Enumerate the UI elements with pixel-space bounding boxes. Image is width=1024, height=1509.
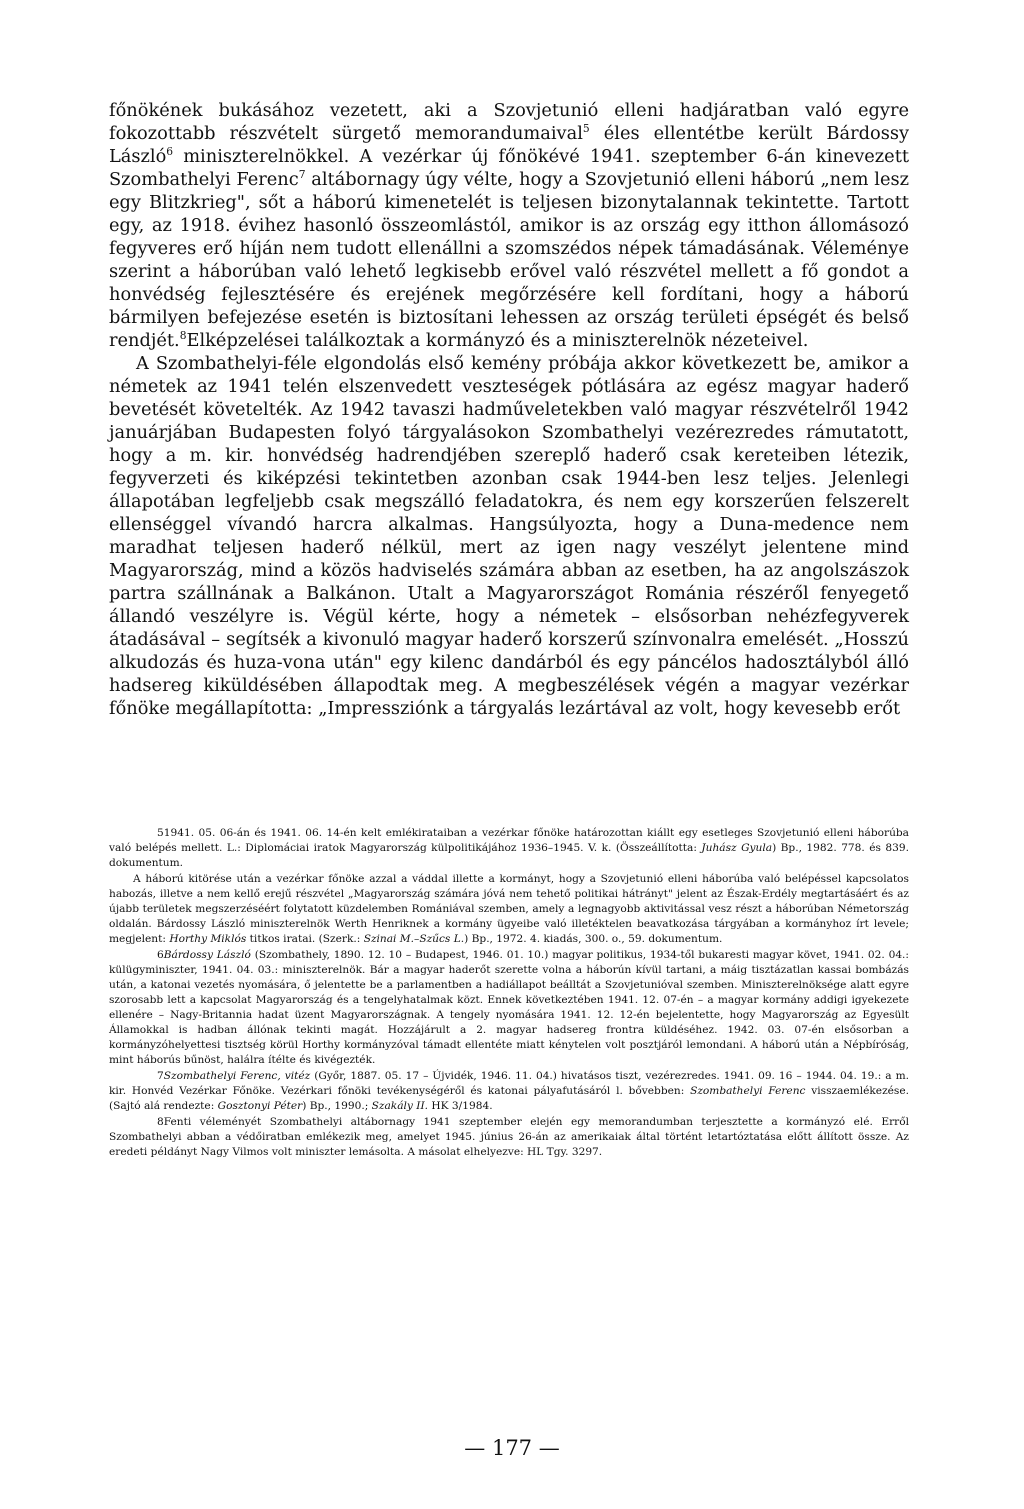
footnote-5: 51941. 05. 06-án és 1941. 06. 14-én kelt emlékirataiban a vezérkar főnöke határozottan kiállt egy esetleges Szovjetunió elleni háborúba való belépés mellett. L.: Diplomáciai iratok Magyarország külpolitikájához 1936–1945. V. k. (Összeállította: Juhász Gyula) Bp., 1982. 778. és 839. dokumentum. xyxy=(109,827,909,869)
footnote-ref-7[interactable]: 7 xyxy=(298,168,306,182)
footnote-5-continued: A háború kitörése után a vezérkar főnöke azzal a váddal illette a kormányt, hogy a Szovjetunió elleni háborúba való belépéssel kapcsolatos habozás, illetve a nem kellő erejű részvétel „Magyarország számára jóvá nem tehető politikai hátrányt" jelent az Észak-Erdély megtartásáért és az újabb területek megszerzéséért folytatott küzdelemben Romániával szemben, amely a legnagyobb aktivitással vesz részt a háborúban Németország oldalán. Bárdossy László miniszterelnök Werth Henriknek a kormány ügyeibe való illetéktelen beavatkozása tárgyában a kormányhoz írt levele; megjelent: Horthy Miklós titkos iratai. (Szerk.: Szinai M.–Szűcs L.) Bp., 1972. 4. kiadás, 300. o., 59. dokumentum. xyxy=(109,873,909,945)
footnote-ref-8[interactable]: 8 xyxy=(179,329,187,343)
footnote-ref-6[interactable]: 6 xyxy=(166,145,174,159)
footnote-ref-5[interactable]: 5 xyxy=(582,122,590,136)
page-number: — 177 — xyxy=(464,1436,560,1460)
paragraph-1: főnökének bukásához vezetett, aki a Szovjetunió elleni hadjáratban való egyre fokozottabb részvételt sürgető memorandumaival$^5$ éles ellentétbe került Bárdossy László$^6$ miniszterelnökkel. A vezérkar új főnökévé 1941. szeptember 6-án kinevezett Szombathelyi Ferenc$^7$ altábornagy úgy vélte, hogy a Szovjetunió elleni háború „nem lesz egy Blitzkrieg", sőt a háború kimenetelét is teljesen bizonytalannak tekintette. Tartott egy, az 1918. évihez hasonló összeomlástól, amikor is az ország egy itthon állomásozó fegyveres erő híján nem tudott ellenállni a szomszédos népek támadásának. Véleménye szerint a háborúban való lehető legkisebb erővel való részvétel mellett a fő gondot a honvédség fejlesztésére és erejének megőrzésére kell fordítani, hogy a háború bármilyen befejezése esetén is biztosítani lehessen az ország területi épségét és belső rendjét.$^8$Elképzelései találkoztak a kormányzó és a miniszterelnök nézeteivel. xyxy=(109,100,909,351)
footnote-6: 6Bárdossy László (Szombathely, 1890. 12. 10 – Budapest, 1946. 01. 10.) magyar politikus, 1934-től bukaresti magyar követ, 1941. 02. 04.: külügyminiszter, 1941. 04. 03.: miniszterelnök. Bár a magyar haderőt szerette volna a háborún kívül tartani, a máig tisztázatlan kassai bombázás után, a katonai vezetés nyomására, ő jelentette be a parlamentben a hadiállapot beálltát a Szovjetunióval szemben. Miniszterelnöksége alatt egyre szorosabb lett a kapcsolat Magyarország és a tengelyhatalmak közt. Ennek következtében 1941. 12. 07-én – a magyar kormány addigi igyekezete ellenére – Nagy-Britannia hadat üzent Magyarországnak. A tengely nyomására 1941. 12. 12-én bejelentette, hogy Magyarország az Egyesült Államokkal is hadban állónak tekinti magát. Hozzájárult a 2. magyar hadsereg frontra küldéséhez. 1942. 03. 07-én elsősorban a kormányzóhelyettesi tisztség körül Horthy kormányzóval támadt ellentéte miatt kénytelen volt posztjáról lemondani. A háború után a Népbíróság, mint háborús bűnöst, halálra ítélte és kivégezték. xyxy=(109,949,909,1066)
footnote-8: 8Fenti véleményét Szombathelyi altábornagy 1941 szeptember elején egy memorandumban terjesztette a kormányzó elé. Erről Szombathelyi abban a védőiratban emlékezik meg, amelyet 1945. június 26-án az amerikaiak által történt letartóztatása előtt állított össze. Az eredeti példányt Nagy Vilmos volt miniszter lemásolta. A másolat elhelyezve: HL Tgy. 3297. xyxy=(109,1116,909,1158)
footnotes xyxy=(109,826,909,1161)
paragraph-2: A Szombathelyi-féle elgondolás első kemény próbája akkor következett be, amikor a németek az 1941 telén elszenvedett veszteségek pótlására az egész magyar haderő bevetését követelték. Az 1942 tavaszi hadműveletekben való magyar részvételről 1942 januárjában Budapesten folyó tárgyalásokon Szombathelyi vezérezredes rámutatott, hogy a m. kir. honvédség hadrendjében szereplő haderő csak kereteiben létezik, fegyverzeti és kiképzési tekintetben azonban csak 1944-ben lesz teljes. Jelenlegi állapotában legfeljebb csak megszálló feladatokra, és nem egy korszerűen felszerelt ellenséggel vívandó harcra alkalmas. Hangsúlyozta, hogy a Duna-medence nem maradhat teljesen haderő nélkül, mert az igen nagy veszélyt jelentene mind Magyarország, mind a közös hadviselés számára abban az esetben, ha az angolszászok partra szállnának a Balkánon. Utalt a Magyarországot Románia részéről fenyegető állandó veszélyre is. Végül kérte, hogy a németek – elsősorban nehézfegyverek átadásával – segítsék a kivonuló magyar haderő korszerű színvonalra emelését. „Hosszú alkudozás és huza-vona után" egy kilenc dandárból és egy páncélos hadosztályból álló hadsereg kiküldésében állapodtak meg. A megbeszélések végén a magyar vezérkar főnöke megállapította: „Impressziónk a tárgyalás lezártával az volt, hogy kevesebb erőt xyxy=(109,353,909,719)
footnote-7: 7Szombathelyi Ferenc, vitéz (Győr, 1887. 05. 17 – Újvidék, 1946. 11. 04.) hivatásos tiszt, vezérezredes. 1941. 09. 16 – 1944. 04. 19.: a m. kir. Honvéd Vezérkar Főnöke. Vezérkari főnöki tevékenységéről és katonai pályafutásáról l. bővebben: Szombathelyi Ferenc visszaemlékezése. (Sajtó alá rendezte: Gosztonyi Péter) Bp., 1990.; Szakály II. HK 3/1984. xyxy=(109,1070,910,1112)
main-text xyxy=(109,99,909,720)
